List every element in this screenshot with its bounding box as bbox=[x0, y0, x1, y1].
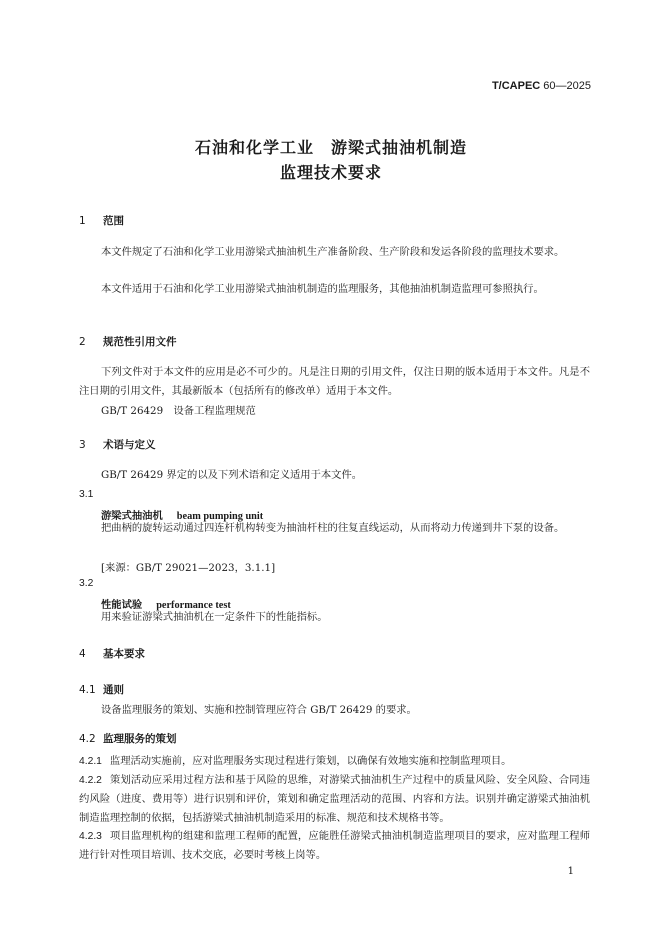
term-definition: 把曲柄的旋转运动通过四连杆机构转变为抽油杆柱的往复直线运动，从而将动力传递到井下泵的设备。 bbox=[101, 522, 565, 534]
term-source: [来源：GB/T 29021—2023，3.1.1] bbox=[101, 562, 276, 574]
section-4-heading: 4 基本要求 bbox=[79, 648, 145, 660]
clause-4-2-1: 4.2.1 监理活动实施前，应对监理服务实现过程进行策划，以确保有效地实施和控制监理项目。 bbox=[79, 755, 512, 767]
page-number: 1 bbox=[567, 866, 574, 877]
section-3-para-1: GB/T 26429 界定的以及下列术语和定义适用于本文件。 bbox=[101, 469, 363, 481]
section-1-para-1: 本文件规定了石油和化学工业用游梁式抽油机生产准备阶段、生产阶段和发运各阶段的监理技术要求。 bbox=[101, 246, 565, 258]
section-1-para-2: 本文件适用于石油和化学工业用游梁式抽油机制造的监理服务，其他抽油机制造监理可参照执行。 bbox=[101, 283, 544, 295]
clause-4-2-2: 4.2.2 策划活动应采用过程方法和基于风险的思维，对游梁式抽油机生产过程中的质量风险、安全风险、合同违约风险（进度、费用等）进行识别和评价，策划和确定监理活动的范围、内容和方法。识别并确定游梁式抽油机制造监理控制的依据，包括游梁式抽油机制造采用的标准、规范和技术规格书等。 bbox=[79, 774, 590, 824]
term-number: 3.2 bbox=[79, 578, 94, 589]
section-2-para-1: 下列文件对于本文件的应用是必不可少的。凡是注日期的引用文件，仅注日期的版本适用于本文件。凡是不注日期的引用文件，其最新版本（包括所有的修改单）适用于本文件。 bbox=[79, 366, 590, 397]
term-definition: 用来验证游梁式抽油机在一定条件下的性能指标。 bbox=[101, 611, 328, 623]
term-title: 性能试验 performance test bbox=[101, 599, 231, 611]
section-3-heading: 3 术语与定义 bbox=[79, 439, 156, 451]
clause-4-2-3: 4.2.3 项目监理机构的组建和监理工程师的配置，应能胜任游梁式抽油机制造监理项目的要求，应对监理工程师进行针对性项目培训、技术交底，必要时考核上岗等。 bbox=[79, 830, 590, 861]
document-title-line2: 监理技术要求 bbox=[279, 163, 382, 182]
term-title: 游梁式抽油机 beam pumping unit bbox=[101, 510, 264, 522]
subsection-4-1-heading: 4.1 通则 bbox=[79, 684, 124, 696]
section-2-heading: 2 规范性引用文件 bbox=[79, 336, 177, 348]
term-number: 3.1 bbox=[79, 489, 94, 500]
section-1-heading: 1 范围 bbox=[79, 215, 124, 227]
document-title-line1: 石油和化学工业 游梁式抽油机制造 bbox=[194, 138, 467, 157]
normative-reference: GB/T 26429 设备工程监理规范 bbox=[101, 405, 256, 417]
standard-code: T/CAPEC 60—2025 bbox=[491, 80, 591, 92]
subsection-4-2-heading: 4.2 监理服务的策划 bbox=[79, 733, 177, 745]
subsection-4-1-para: 设备监理服务的策划、实施和控制管理应符合 GB/T 26429 的要求。 bbox=[101, 704, 417, 716]
